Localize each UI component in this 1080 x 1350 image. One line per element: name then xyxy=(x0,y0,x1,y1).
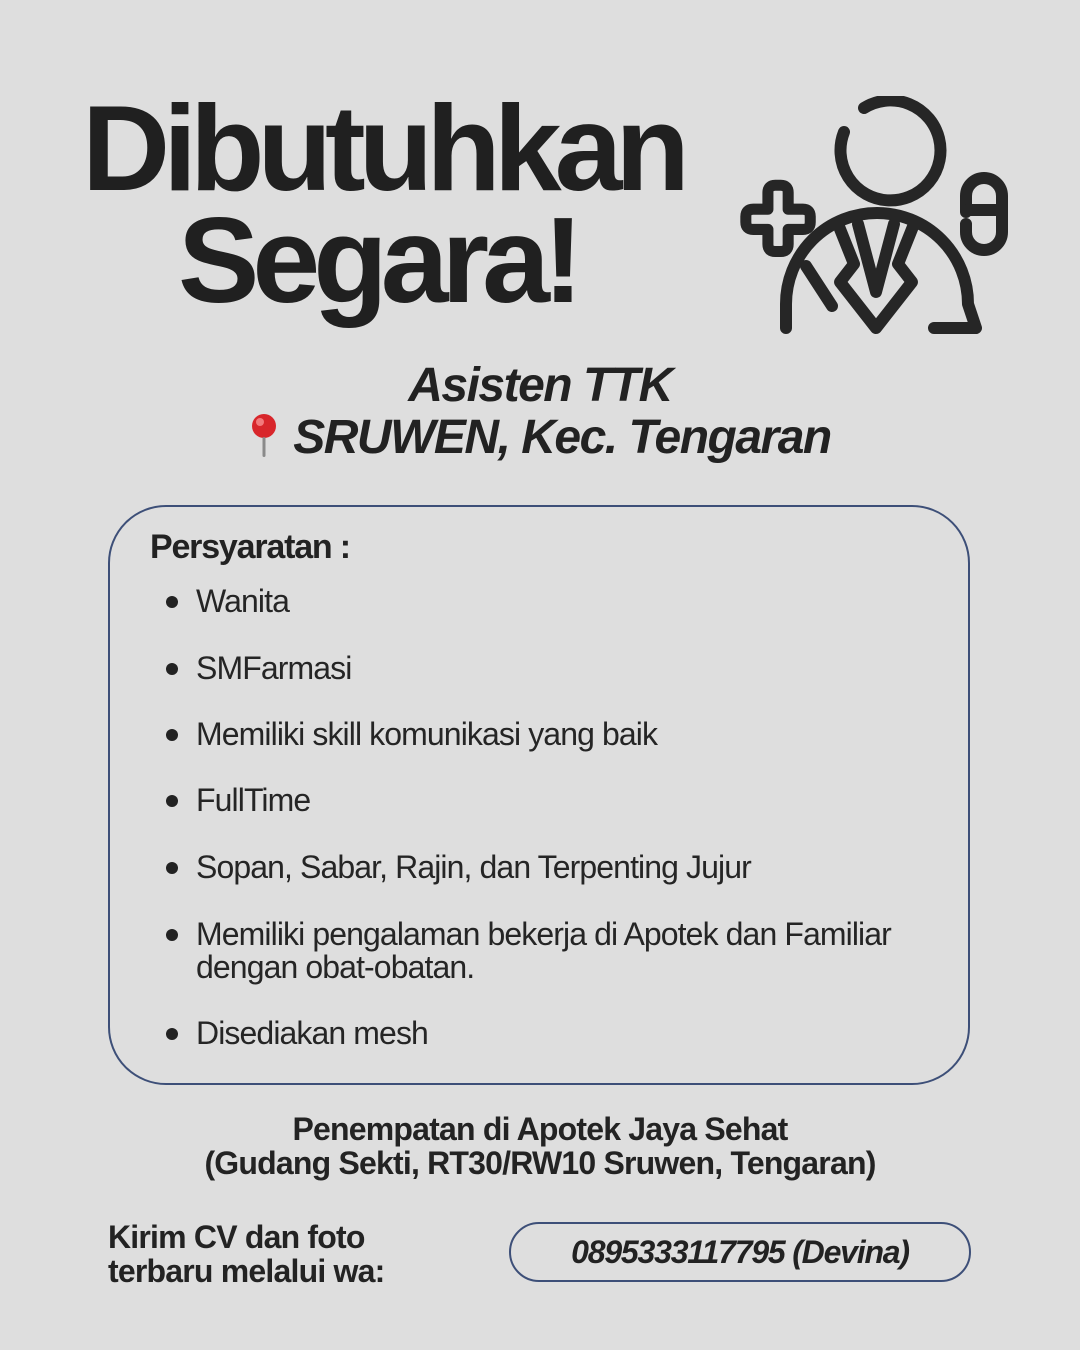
job-title: Asisten TTK xyxy=(408,359,672,412)
send-cv-instruction xyxy=(108,1220,384,1288)
list-item: SMFarmasi xyxy=(160,652,950,685)
bullet-icon xyxy=(166,729,178,741)
bullet-icon xyxy=(166,795,178,807)
headline-line-2: Segara! xyxy=(178,192,577,328)
list-item: Sopan, Sabar, Rajin, dan Terpenting Jujur xyxy=(160,851,950,884)
list-item: FullTime xyxy=(160,784,950,817)
send-cv-line-2: terbaru melalui wa: xyxy=(108,1253,385,1289)
placement-line-2: (Gudang Sekti, RT30/RW10 Sruwen, Tengaran) xyxy=(204,1145,876,1181)
list-item: Disediakan mesh xyxy=(160,1017,950,1050)
bullet-icon xyxy=(166,663,178,675)
headline-line-1: Dibutuhkan xyxy=(82,80,683,216)
bullet-icon xyxy=(166,929,178,941)
bullet-icon xyxy=(166,862,178,874)
list-item: Memiliki skill komunikasi yang baik xyxy=(160,718,950,751)
list-item: Memiliki pengalaman bekerja di Apotek dan Familiar dengan obat-obatan. xyxy=(160,918,950,984)
send-cv-line-1: Kirim CV dan foto xyxy=(108,1219,365,1255)
pin-icon xyxy=(249,413,279,459)
headline xyxy=(82,80,683,328)
job-location xyxy=(0,410,1080,465)
requirements-heading: Persyaratan : xyxy=(150,528,350,566)
placement-line-1: Penempatan di Apotek Jaya Sehat xyxy=(292,1111,788,1147)
job-location-text: SRUWEN, Kec. Tengaran xyxy=(293,411,831,464)
list-item: Wanita xyxy=(160,585,950,618)
bullet-icon xyxy=(166,596,178,608)
bullet-icon xyxy=(166,1028,178,1040)
pharmacist-icon xyxy=(736,96,1016,340)
whatsapp-number[interactable]: 0895333117795 (Devina) xyxy=(509,1222,971,1282)
